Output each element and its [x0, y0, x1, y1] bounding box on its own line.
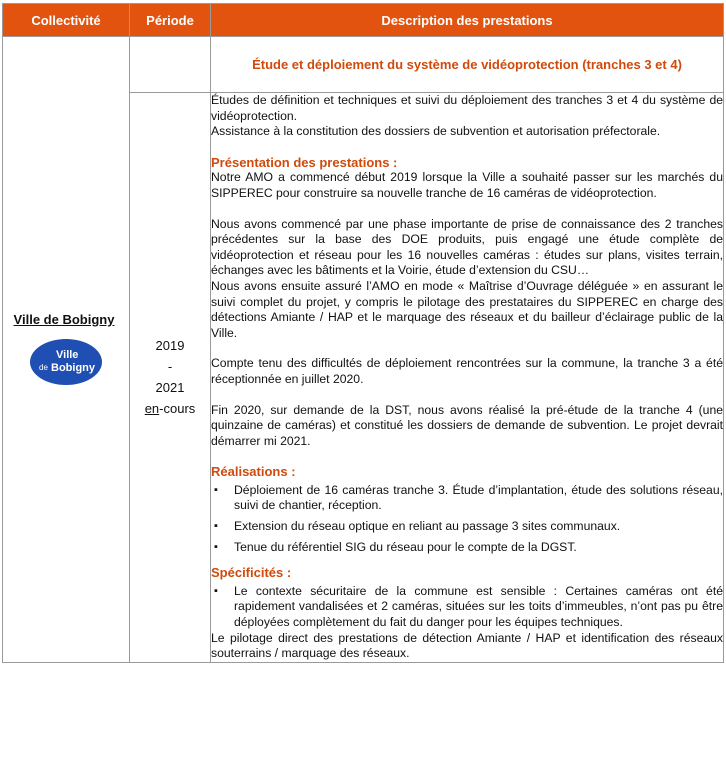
specificites-list: [211, 584, 723, 631]
period-cell: [130, 93, 211, 663]
client-name: Ville de Bobigny: [13, 311, 115, 327]
blank-period-cell: [130, 37, 211, 93]
presentation-paragraph-1: Notre AMO a commencé début 2019 lorsque la Ville a souhaité passer sur les marchés du SIPPEREC pour construire sa nouvelle tranche de 16 caméras de vidéoprotection.: [211, 170, 723, 200]
logo-ville-text: Ville: [56, 348, 79, 361]
list-item: ▪ Extension du réseau optique en reliant au passage 3 sites communaux.: [211, 519, 723, 535]
intro-paragraph-1: Études de définition et techniques et suivi du déploiement des tranches 3 et 4 du système de vidéoprotection.: [211, 93, 723, 123]
realisations-title: Réalisations :: [211, 464, 296, 480]
presentation-paragraph-4: Compte tenu des difficultés de déploiement rencontrées sur la commune, la tranche 3 a été réceptionnée en juillet 2020.: [211, 356, 723, 386]
period-status-prefix: en: [144, 401, 160, 417]
presentation-paragraph-3: Nous avons ensuite assuré l’AMO en mode « Maîtrise d’Ouvrage déléguée » en assurant le suivi complet du projet, y compris le pilotage des prestataires du SIPPEREC en charge des détections Amiante / HAP et le marquage des réseaux et du bailleur d’éclairage public de la Ville.: [211, 278, 723, 340]
realisations-list: [211, 483, 723, 555]
list-item: ▪ Tenue du référentiel SIG du réseau pour le compte de la DGST.: [211, 540, 723, 556]
header-periode: Période: [130, 4, 211, 37]
logo-de-text: de: [39, 362, 48, 372]
period-separator: -: [167, 359, 173, 375]
project-title-row: [3, 37, 724, 93]
period-status: [130, 398, 210, 419]
list-item: ▪ Le contexte sécuritaire de la commune est sensible : Certaines caméras ont été rapidement vandalisées et 2 caméras, situées sur les toits d’immeubles, n’ont pas pu être déployées complètement du fait du danger pour les équipes techniques.: [211, 584, 723, 631]
intro-paragraph-2: Assistance à la constitution des dossiers de subvention et autorisation préfectorale.: [211, 124, 661, 139]
project-title: Étude et déploiement du système de vidéoprotection (tranches 3 et 4): [211, 37, 724, 93]
period-status-suffix: -cours: [159, 401, 196, 417]
collectivite-cell: [3, 37, 130, 663]
ville-de-bobigny-logo: [28, 337, 104, 387]
specificites-closing: Le pilotage direct des prestations de détection Amiante / HAP et identification des réseaux souterrains / marquage des réseaux.: [211, 630, 723, 661]
list-item: ▪ Déploiement de 16 caméras tranche 3. Étude d’implantation, étude des solutions réseau, suivi de chantier, réception.: [211, 483, 723, 514]
presentation-paragraph-2: Nous avons commencé par une phase importante de prise de connaissance des 2 tranches précédentes sur la base des DOE produits, puis engagé une étude complète de vidéoprotection et réseau pour les 16 nouvelles caméras : études sur plans, visites terrain, échanges avec les bâtiments et la Voirie, étude d’extension du CSU…: [211, 216, 723, 278]
specificites-title: Spécificités :: [211, 565, 292, 581]
references-table: [2, 3, 724, 663]
presentation-paragraph-5: Fin 2020, sur demande de la DST, nous avons réalisé la pré-étude de la tranche 4 (une quinzaine de caméras) et constitué les dossiers de demande de subvention. Le projet devrait démarrer mi 2021.: [211, 402, 723, 448]
period-start: 2019: [155, 338, 185, 354]
header-description: Description des prestations: [211, 4, 724, 37]
logo-bobigny-text: Bobigny: [51, 361, 95, 374]
header-collectivite: Collectivité: [3, 4, 130, 37]
header-row: [3, 4, 724, 37]
description-cell: [211, 93, 724, 663]
presentation-title: Présentation des prestations :: [211, 154, 398, 170]
period-end: 2021: [155, 380, 185, 396]
